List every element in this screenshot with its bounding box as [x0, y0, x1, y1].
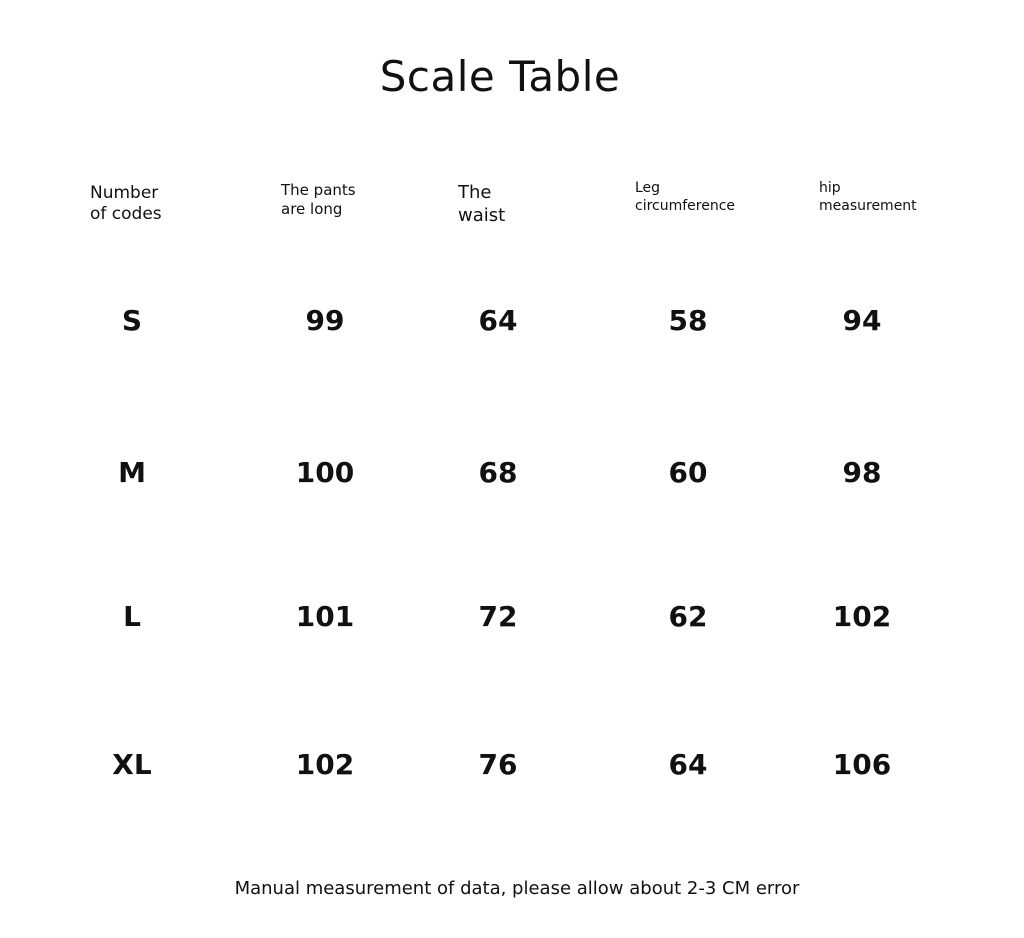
table-cell-waist: 68 — [478, 456, 518, 489]
table-cell-size: XL — [112, 748, 152, 781]
table-cell-size: M — [118, 456, 146, 489]
table-cell-pants-length: 99 — [305, 304, 345, 337]
table-cell-pants-length: 101 — [295, 600, 355, 633]
column-header-hip-measurement: hip measurement — [819, 180, 917, 214]
column-header-size-code: Number of codes — [90, 183, 162, 225]
table-cell-hip: 98 — [842, 456, 882, 489]
measurement-error-note: Manual measurement of data, please allow about 2-3 CM error — [234, 878, 800, 899]
table-cell-leg: 62 — [668, 600, 708, 633]
table-cell-hip: 106 — [832, 748, 892, 781]
page-title: Scale Table — [379, 52, 621, 101]
table-cell-pants-length: 102 — [295, 748, 355, 781]
table-cell-size: L — [123, 600, 141, 633]
column-header-pants-length: The pants are long — [281, 181, 356, 218]
table-cell-leg: 58 — [668, 304, 708, 337]
table-cell-leg: 60 — [668, 456, 708, 489]
table-cell-waist: 72 — [478, 600, 518, 633]
table-cell-waist: 64 — [478, 304, 518, 337]
column-header-waist: The waist — [458, 182, 506, 226]
table-cell-size: S — [121, 304, 143, 337]
table-cell-leg: 64 — [668, 748, 708, 781]
table-cell-waist: 76 — [478, 748, 518, 781]
table-cell-hip: 94 — [842, 304, 882, 337]
table-cell-hip: 102 — [832, 600, 892, 633]
table-cell-pants-length: 100 — [295, 456, 355, 489]
column-header-leg-circumference: Leg circumference — [635, 180, 736, 214]
